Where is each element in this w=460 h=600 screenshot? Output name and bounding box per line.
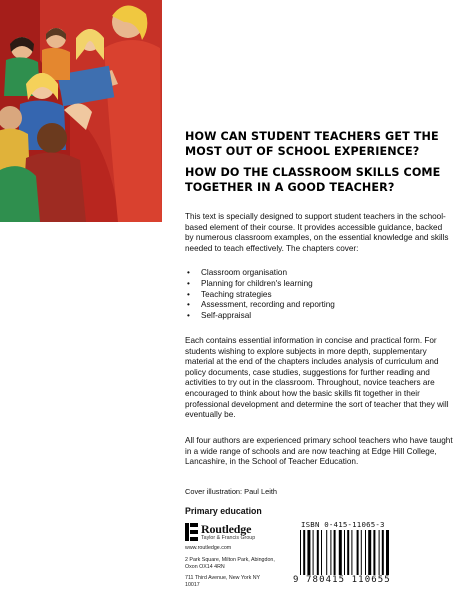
- list-item: • Self-appraisal: [187, 311, 252, 321]
- headline-question-2: HOW DO THE CLASSROOM SKILLS COME TOGETHER IN A GOOD TEACHER?: [185, 166, 441, 194]
- publisher-address-us: 711 Third Avenue, New York NY 10017: [185, 575, 260, 588]
- authors-paragraph: All four authors are experienced primary school teachers who have taught in a wide range of schools and are now teaching at Edge Hill College, Lancashire, in the School of Teacher Education.: [185, 436, 453, 467]
- list-item: • Classroom organisation: [187, 268, 288, 277]
- isbn-label: ISBN 0-415-11065-3: [301, 520, 385, 529]
- publisher-logo: [185, 522, 295, 542]
- intro-paragraph: This text is specially designed to support student teachers in the school-based element of their course. It provides accessible guidance, backed by numerous classroom examples, on the essential knowledge and skills needed to teach effectively. The chapters cover:: [185, 212, 449, 253]
- cover-credit: Cover illustration: Paul Leith: [185, 487, 278, 496]
- barcode-digits: 9 780415 110655: [293, 575, 391, 585]
- barcode-icon: [297, 530, 397, 580]
- publisher-group: Taylor & Francis Group: [201, 535, 256, 541]
- cover-illustration: [0, 0, 162, 222]
- list-item: • Planning for children's learning: [187, 278, 313, 288]
- details-paragraph: Each contains essential information in concise and practical form. For students wishing to explore subjects in more depth, supplementary material at the end of the chapters includes analysis of curriculum and policy documents, case studies, suggestions for further reading and activities to try out in the classroom. Throughout, novice teachers are encouraged to think about how the basic skills fit together in their professional development and determine the sort of teacher that they will eventually be.: [185, 336, 449, 420]
- chapter-list: [185, 268, 445, 322]
- headline-question-1: HOW CAN STUDENT TEACHERS GET THE MOST OUT OF SCHOOL EXPERIENCE?: [185, 130, 439, 158]
- publisher-address-uk: 2 Park Square, Milton Park, Abingdon, Oxon OX14 4RN: [185, 557, 275, 570]
- routledge-logo-icon: [185, 523, 198, 541]
- list-item: • Teaching strategies: [187, 289, 272, 299]
- publisher-website: www.routledge.com: [185, 545, 232, 551]
- list-item: • Assessment, recording and reporting: [187, 300, 335, 310]
- subject-category: Primary education: [185, 506, 262, 516]
- publisher-name: Routledge: [201, 522, 252, 536]
